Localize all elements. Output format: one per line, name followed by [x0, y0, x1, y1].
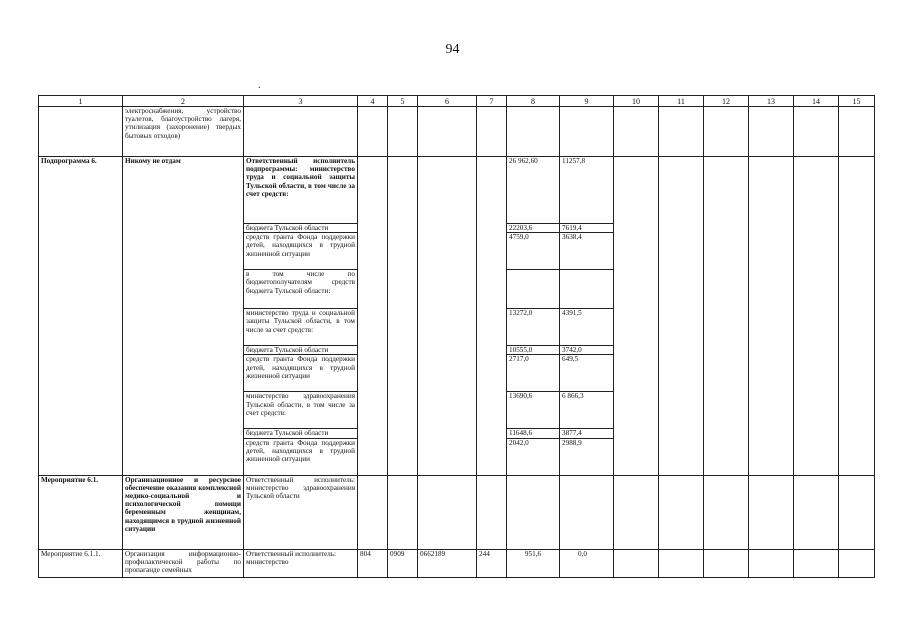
- cell-amount: 7619,4: [560, 224, 614, 233]
- cell-empty: [614, 107, 659, 157]
- header-cell: 13: [749, 96, 794, 107]
- cell-executor: бюджета Тульской области: [244, 429, 358, 438]
- cell-empty: [418, 157, 477, 476]
- cell-empty: [388, 475, 418, 549]
- cell-amount: 4759,0: [507, 233, 560, 270]
- cell-executor: в том числе по бюджетополучателям средств бюджета Тульской области:: [244, 270, 358, 309]
- cell-executor: министерство здравоохранения Тульской области, в том числе за счет средств:: [244, 392, 358, 429]
- cell-empty: [749, 157, 794, 476]
- cell-empty: [477, 475, 507, 549]
- cell-executor: средств гранта Фонда поддержки детей, находящихся в трудной жизненной ситуации: [244, 233, 358, 270]
- cell-amount: 4391,5: [560, 309, 614, 346]
- table-row: [39, 157, 875, 224]
- cell-empty: [794, 107, 839, 157]
- table-row: [39, 549, 875, 577]
- cell-empty: [704, 475, 749, 549]
- cell-empty: [839, 549, 875, 577]
- cell-executor: средств гранта Фонда поддержки детей, находящихся в трудной жизненной ситуации: [244, 438, 358, 475]
- cell-empty: [477, 107, 507, 157]
- cell-amount: 0,0: [560, 549, 614, 577]
- cell-executor: бюджета Тульской области: [244, 346, 358, 355]
- cell-empty: [659, 475, 704, 549]
- cell-amount: 11648,6: [507, 429, 560, 438]
- cell-empty: [614, 157, 659, 476]
- header-cell: 4: [358, 96, 388, 107]
- cell-empty: [614, 549, 659, 577]
- cell-amount: [560, 270, 614, 309]
- cell-empty: [794, 475, 839, 549]
- header-cell: 6: [418, 96, 477, 107]
- cell-empty: [749, 549, 794, 577]
- cell-amount: 22203,6: [507, 224, 560, 233]
- header-cell: 11: [659, 96, 704, 107]
- page-number: 94: [445, 42, 460, 57]
- header-cell: 9: [560, 96, 614, 107]
- cell-empty: [749, 475, 794, 549]
- cell-item: [39, 107, 123, 157]
- cell-amount: 26 962,60: [507, 157, 560, 224]
- cell-empty: [704, 157, 749, 476]
- cell-empty: [358, 157, 388, 476]
- cell-amount: [507, 270, 560, 309]
- cell-code: 0909: [388, 549, 418, 577]
- cell-code: 804: [358, 549, 388, 577]
- cell-empty: [794, 157, 839, 476]
- cell-amount: 3742,0: [560, 346, 614, 355]
- cell-code: 244: [477, 549, 507, 577]
- cell-amount: [507, 475, 560, 549]
- cell-empty: [560, 107, 614, 157]
- header-cell: 7: [477, 96, 507, 107]
- header-cell: 14: [794, 96, 839, 107]
- header-cell: 2: [123, 96, 244, 107]
- cell-empty: [477, 157, 507, 476]
- cell-empty: [659, 549, 704, 577]
- cell-empty: [614, 475, 659, 549]
- cell-amount: 11257,8: [560, 157, 614, 224]
- cell-executor: [244, 107, 358, 157]
- cell-empty: [358, 107, 388, 157]
- cell-amount: 10555,0: [507, 346, 560, 355]
- cell-amount: 3638,4: [560, 233, 614, 270]
- cell-amount: 649,5: [560, 355, 614, 392]
- cell-empty: [794, 549, 839, 577]
- cell-empty: [704, 549, 749, 577]
- cell-empty: [388, 157, 418, 476]
- cell-description: Организационное и ресурсное обеспечение оказания комплексной медико-социальной и психологической помощи беременным женщинам, находящимся в трудной жизненной ситуации: [123, 475, 244, 549]
- cell-amount: 2042,0: [507, 438, 560, 475]
- cell-empty: [418, 475, 477, 549]
- cell-description: Никому не отдам: [123, 157, 244, 476]
- cell-amount: 2717,0: [507, 355, 560, 392]
- cell-executor: бюджета Тульской области: [244, 224, 358, 233]
- header-cell: 8: [507, 96, 560, 107]
- cell-empty: [704, 107, 749, 157]
- stray-mark: .: [258, 80, 261, 91]
- cell-amount: 13272,0: [507, 309, 560, 346]
- cell-executor: министерство труда и социальной защиты Тульской области, в том числе за счет средств:: [244, 309, 358, 346]
- header-cell: 12: [704, 96, 749, 107]
- header-cell: 3: [244, 96, 358, 107]
- cell-executor: Ответственный исполнитель: министерство здравоохранения Тульской области: [244, 475, 358, 549]
- cell-empty: [659, 157, 704, 476]
- cell-amount: 951,6: [507, 549, 560, 577]
- cell-empty: [749, 107, 794, 157]
- table-row: [39, 107, 875, 157]
- cell-empty: [659, 107, 704, 157]
- cell-empty: [839, 107, 875, 157]
- cell-code: 0662189: [418, 549, 477, 577]
- cell-executor: Ответственный исполнитель: министерство: [244, 549, 358, 577]
- cell-description: Организация информационно-профилактической работы по пропаганде семейных: [123, 549, 244, 577]
- header-cell: 10: [614, 96, 659, 107]
- cell-empty: [418, 107, 477, 157]
- cell-empty: [507, 107, 560, 157]
- cell-item: Мероприятие 6.1.1.: [39, 549, 123, 577]
- header-row: [39, 96, 875, 107]
- cell-amount: 13690,6: [507, 392, 560, 429]
- header-cell: 1: [39, 96, 123, 107]
- table-row: [39, 475, 875, 549]
- cell-amount: 3877,4: [560, 429, 614, 438]
- program-table: [38, 95, 875, 578]
- cell-item: Мероприятие 6.1.: [39, 475, 123, 549]
- cell-amount: 2988,9: [560, 438, 614, 475]
- cell-empty: [358, 475, 388, 549]
- cell-empty: [839, 475, 875, 549]
- header-cell: 5: [388, 96, 418, 107]
- cell-empty: [839, 157, 875, 476]
- cell-amount: [560, 475, 614, 549]
- cell-empty: [388, 107, 418, 157]
- cell-executor: средств гранта Фонда поддержки детей, находящихся в трудной жизненной ситуации: [244, 355, 358, 392]
- cell-amount: 6 866,3: [560, 392, 614, 429]
- cell-item: Подпрограмма 6.: [39, 157, 123, 476]
- cell-executor: Ответственный исполнитель подпрограммы: министерство труда и социальной защиты Тульской области, в том числе за счет средств:: [244, 157, 358, 224]
- header-cell: 15: [839, 96, 875, 107]
- cell-description: электроснабжения, устройство туалетов, благоустройство лагеря, утилизация (захоронение) твердых бытовых отходов): [123, 107, 244, 157]
